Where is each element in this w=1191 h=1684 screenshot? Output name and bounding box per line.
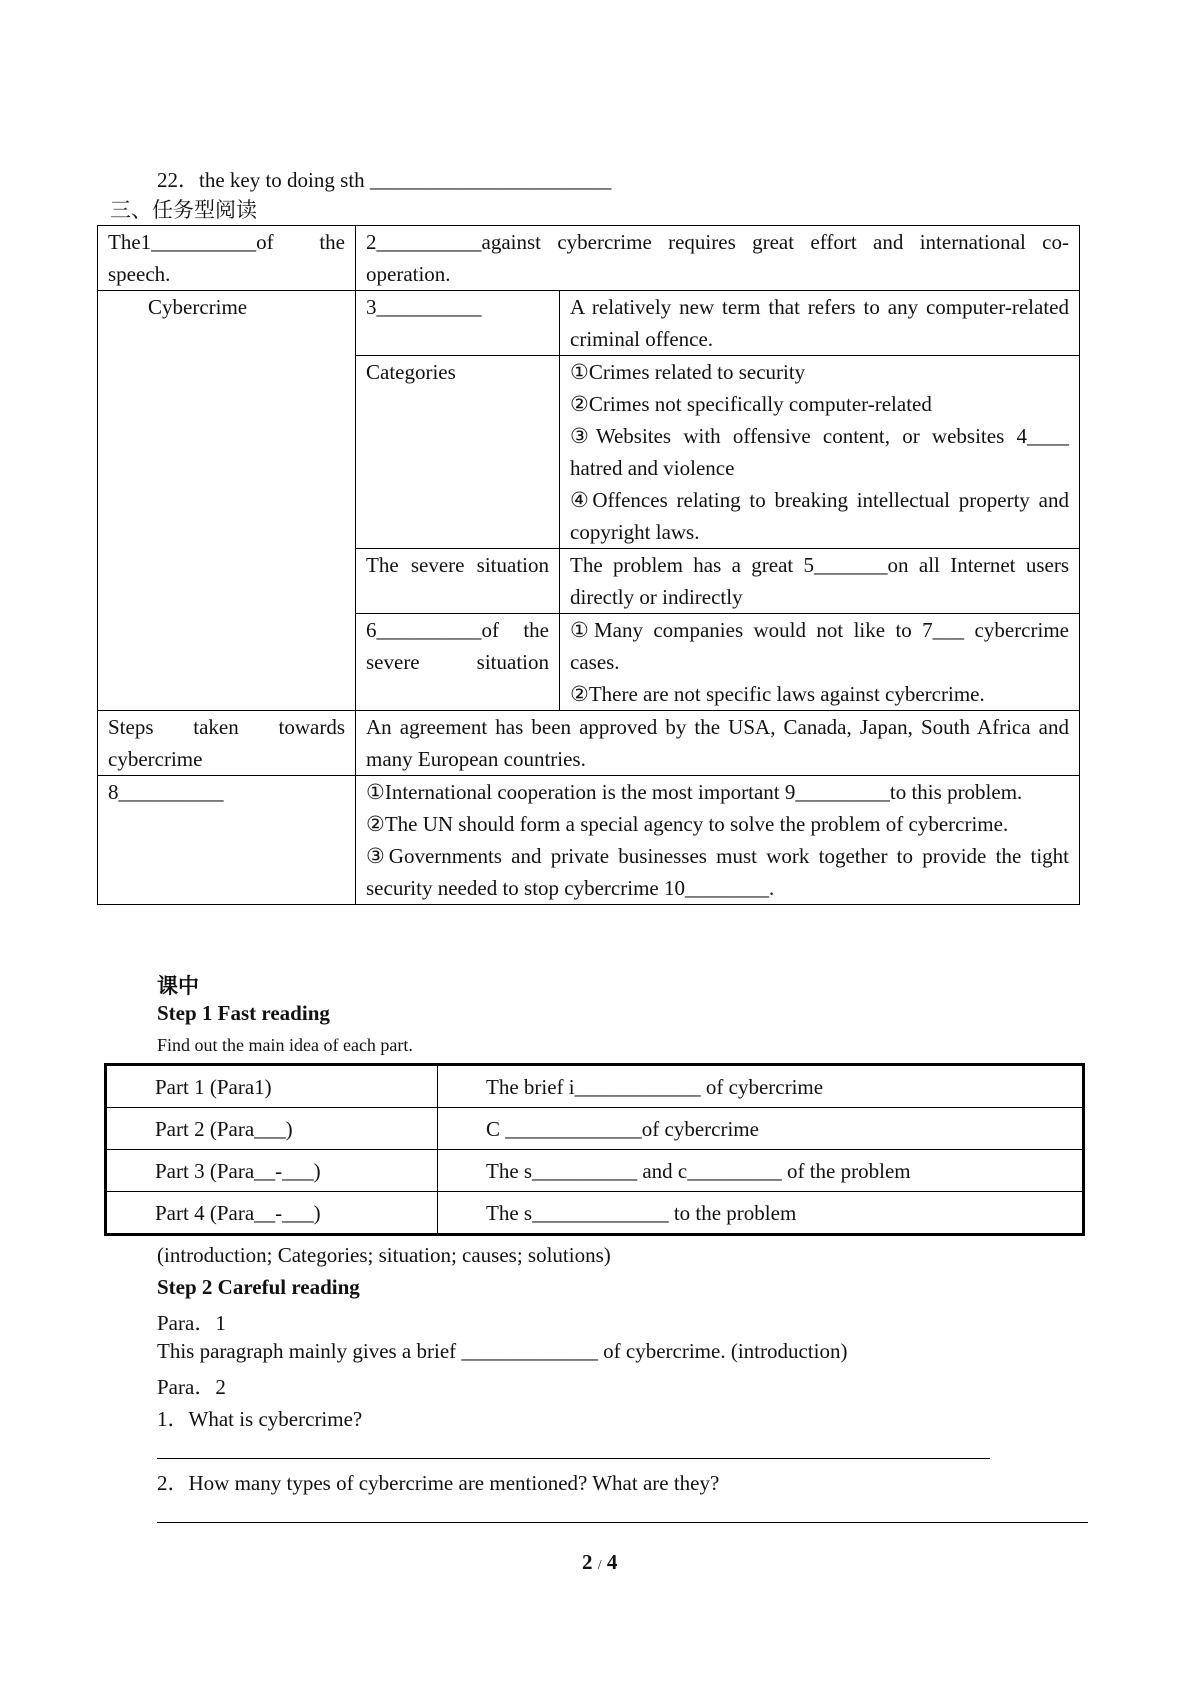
category-item: ③Websites with offensive content, or websites 4____ hatred and violence [570, 424, 1069, 480]
table-cell: The problem has a great 5_______on all Internet users directly or indirectly [560, 549, 1080, 614]
table-cell [560, 356, 1080, 549]
para-1-text: This paragraph mainly gives a brief _____________ of cybercrime. (introduction) [157, 1339, 848, 1363]
table-cell: Categories [356, 356, 560, 549]
table-cell: 6__________of the severe situation [356, 614, 560, 711]
cause-item: ①Many companies would not like to 7___ cybercrime cases. [570, 618, 1069, 674]
question-2: 2．How many types of cybercrime are mentioned? What are they? [157, 1471, 720, 1495]
table-row [106, 1150, 1084, 1192]
category-item: ②Crimes not specifically computer-related [570, 392, 932, 416]
word-bank: (introduction; Categories; situation; causes; solutions) [157, 1243, 611, 1267]
table-row [98, 291, 1080, 356]
table-cell: A relatively new term that refers to any computer-related criminal offence. [560, 291, 1080, 356]
idea-cell: The s_____________ to the problem [438, 1192, 1084, 1235]
table-cell: 8__________ [98, 776, 356, 905]
table-row [98, 776, 1080, 905]
table-cell: Steps taken towards cybercrime [98, 711, 356, 776]
table-row [98, 711, 1080, 776]
page-total: 4 [606, 1550, 618, 1574]
table-cell: The severe situation [356, 549, 560, 614]
table-cell: An agreement has been approved by the USA, Canada, Japan, South Africa and many European countries. [356, 711, 1080, 776]
table-cell: 2__________against cybercrime requires great effort and international co-operation. [356, 226, 1080, 291]
solution-item: ②The UN should form a special agency to solve the problem of cybercrime. [366, 812, 1009, 836]
table-row [106, 1065, 1084, 1108]
table-cell: 3__________ [356, 291, 560, 356]
idea-cell: The s__________ and c_________ of the problem [438, 1150, 1084, 1192]
part-cell: Part 4 (Para__-___) [106, 1192, 438, 1235]
category-item: ①Crimes related to security [570, 360, 806, 384]
para-1-label: Para．1 [157, 1311, 226, 1335]
table-cell [356, 776, 1080, 905]
step-1-instruction: Find out the main idea of each part. [157, 1035, 413, 1055]
answer-line [157, 1458, 990, 1459]
table-cell: Cybercrime [98, 291, 356, 711]
page-separator: / [597, 1558, 602, 1573]
category-item: ④Offences relating to breaking intellectual property and copyright laws. [570, 488, 1069, 544]
table-row [106, 1108, 1084, 1150]
in-class-heading: 课中 [157, 974, 199, 998]
parts-table [104, 1063, 1085, 1236]
idea-cell: The brief i____________ of cybercrime [438, 1065, 1084, 1108]
part-cell: Part 2 (Para___) [106, 1108, 438, 1150]
answer-line [157, 1522, 1088, 1523]
table-row [98, 226, 1080, 291]
solution-item: ①International cooperation is the most important 9_________to this problem. [366, 780, 1023, 804]
section-title: 三、任务型阅读 [110, 198, 257, 222]
table-cell: The1__________of the speech. [98, 226, 356, 291]
task-reading-table [97, 225, 1080, 905]
part-cell: Part 1 (Para1) [106, 1065, 438, 1108]
para-2-label: Para．2 [157, 1375, 226, 1399]
page-number [582, 1550, 617, 1575]
item-22: 22．the key to doing sth _______________________ [157, 168, 612, 192]
cause-item: ②There are not specific laws against cybercrime. [570, 682, 985, 706]
page-current: 2 [582, 1550, 593, 1574]
idea-cell: C _____________of cybercrime [438, 1108, 1084, 1150]
table-row [106, 1192, 1084, 1235]
step-2-heading: Step 2 Careful reading [157, 1275, 360, 1299]
table-cell [560, 614, 1080, 711]
solution-item: ③Governments and private businesses must work together to provide the tight security needed to stop cybercrime 10________. [366, 844, 1069, 900]
step-1-heading: Step 1 Fast reading [157, 1001, 330, 1025]
part-cell: Part 3 (Para__-___) [106, 1150, 438, 1192]
question-1: 1．What is cybercrime? [157, 1407, 363, 1431]
